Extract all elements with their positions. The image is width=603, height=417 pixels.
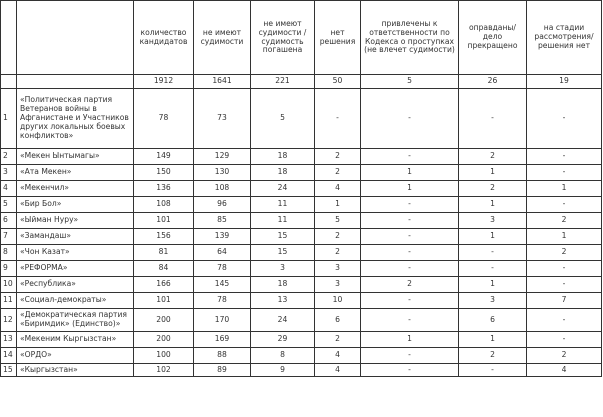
table-row [1,181,602,197]
acquitted-count: 2 [459,348,527,364]
table-row [1,165,602,181]
header-candidates-count: количество кандидатов [134,1,194,75]
no-decision-count: 2 [315,149,361,165]
no-record-count: 130 [194,165,251,181]
misdemeanor-count: - [361,89,459,149]
candidates-count: 108 [134,197,194,213]
party-name: «РЕФОРМА» [17,261,134,277]
acquitted-count: 1 [459,332,527,348]
total-candidates: 1912 [134,75,194,89]
header-record-cleared: не имеют судимости / судимость погашена [251,1,315,75]
no-record-count: 85 [194,213,251,229]
party-name: «Политическая партия Ветеранов войны в Афганистане и Участников других локальных боевых конфликтов» [17,89,134,149]
record-cleared-count: 9 [251,364,315,377]
no-record-count: 170 [194,309,251,332]
misdemeanor-count: 1 [361,332,459,348]
record-cleared-count: 8 [251,348,315,364]
no-record-count: 64 [194,245,251,261]
candidates-count: 149 [134,149,194,165]
no-decision-count: 2 [315,229,361,245]
no-decision-count: 2 [315,165,361,181]
row-number: 15 [1,364,17,377]
candidates-count: 100 [134,348,194,364]
row-number: 10 [1,277,17,293]
record-cleared-count: 15 [251,245,315,261]
acquitted-count: 1 [459,229,527,245]
party-name: «Демократическая партия «Биримдик» (Единство)» [17,309,134,332]
no-record-count: 169 [194,332,251,348]
totals-number [1,75,17,89]
no-decision-count: 4 [315,181,361,197]
table-row [1,213,602,229]
party-name: «Бир Бол» [17,197,134,213]
no-decision-count: - [315,89,361,149]
table-row [1,348,602,364]
candidates-count: 156 [134,229,194,245]
misdemeanor-count: 2 [361,277,459,293]
party-name: «Социал-демократы» [17,293,134,309]
misdemeanor-count: - [361,197,459,213]
row-number: 4 [1,181,17,197]
record-cleared-count: 15 [251,229,315,245]
misdemeanor-count: - [361,348,459,364]
misdemeanor-count: - [361,364,459,377]
party-name: «ОРДО» [17,348,134,364]
no-record-count: 139 [194,229,251,245]
table-row [1,261,602,277]
candidates-count: 200 [134,332,194,348]
table-row [1,149,602,165]
table-row [1,309,602,332]
no-record-count: 78 [194,293,251,309]
acquitted-count: 1 [459,165,527,181]
no-record-count: 78 [194,261,251,277]
party-name: «Замандаш» [17,229,134,245]
under-review-count: - [527,277,602,293]
total-no-decision: 50 [315,75,361,89]
under-review-count: 1 [527,181,602,197]
table-row [1,277,602,293]
total-misdemeanor: 5 [361,75,459,89]
header-row [1,1,602,75]
header-under-review: на стадии рассмотрения/ решения нет [527,1,602,75]
misdemeanor-count: - [361,293,459,309]
under-review-count: - [527,89,602,149]
candidates-count: 81 [134,245,194,261]
candidates-count: 78 [134,89,194,149]
misdemeanor-count: 1 [361,181,459,197]
record-cleared-count: 11 [251,213,315,229]
under-review-count: - [527,309,602,332]
row-number: 7 [1,229,17,245]
under-review-count: - [527,197,602,213]
misdemeanor-count: - [361,309,459,332]
under-review-count: - [527,149,602,165]
candidates-count: 84 [134,261,194,277]
party-name: «Республика» [17,277,134,293]
under-review-count: 4 [527,364,602,377]
record-cleared-count: 13 [251,293,315,309]
no-decision-count: 3 [315,261,361,277]
candidates-count: 136 [134,181,194,197]
total-acquitted: 26 [459,75,527,89]
record-cleared-count: 3 [251,261,315,277]
no-decision-count: 5 [315,213,361,229]
party-name: «Кыргызстан» [17,364,134,377]
acquitted-count: 3 [459,293,527,309]
record-cleared-count: 18 [251,277,315,293]
no-decision-count: 2 [315,245,361,261]
record-cleared-count: 29 [251,332,315,348]
table-row [1,197,602,213]
no-record-count: 89 [194,364,251,377]
acquitted-count: 2 [459,181,527,197]
party-name: «Чон Казат» [17,245,134,261]
under-review-count: 7 [527,293,602,309]
total-under-review: 19 [527,75,602,89]
record-cleared-count: 11 [251,197,315,213]
no-decision-count: 1 [315,197,361,213]
misdemeanor-count: - [361,245,459,261]
row-number: 13 [1,332,17,348]
no-record-count: 129 [194,149,251,165]
misdemeanor-count: - [361,229,459,245]
no-record-count: 73 [194,89,251,149]
acquitted-count: 3 [459,213,527,229]
row-number: 14 [1,348,17,364]
party-name: «Мекеним Кыргызстан» [17,332,134,348]
total-no-record: 1641 [194,75,251,89]
table-row [1,364,602,377]
acquitted-count: 1 [459,277,527,293]
row-number: 12 [1,309,17,332]
candidates-count: 101 [134,213,194,229]
acquitted-count: 2 [459,149,527,165]
under-review-count: 1 [527,229,602,245]
totals-row [1,75,602,89]
no-decision-count: 6 [315,309,361,332]
header-no-record: не имеют судимости [194,1,251,75]
header-acquitted: оправданы/ дело прекращено [459,1,527,75]
under-review-count: - [527,165,602,181]
misdemeanor-count: - [361,213,459,229]
row-number: 9 [1,261,17,277]
misdemeanor-count: 1 [361,165,459,181]
under-review-count: - [527,332,602,348]
candidates-count: 150 [134,165,194,181]
misdemeanor-count: - [361,261,459,277]
totals-label [17,75,134,89]
under-review-count: - [527,261,602,277]
acquitted-count: - [459,364,527,377]
candidates-count: 101 [134,293,194,309]
table-row [1,293,602,309]
party-name: «Мекенчил» [17,181,134,197]
no-decision-count: 2 [315,332,361,348]
misdemeanor-count: - [361,149,459,165]
acquitted-count: - [459,89,527,149]
candidates-count: 166 [134,277,194,293]
under-review-count: 2 [527,348,602,364]
no-record-count: 96 [194,197,251,213]
record-cleared-count: 5 [251,89,315,149]
row-number: 5 [1,197,17,213]
record-cleared-count: 24 [251,181,315,197]
party-name: «Ата Мекен» [17,165,134,181]
table-row [1,332,602,348]
row-number: 2 [1,149,17,165]
row-number: 6 [1,213,17,229]
total-record-cleared: 221 [251,75,315,89]
row-number: 8 [1,245,17,261]
no-decision-count: 10 [315,293,361,309]
row-number: 11 [1,293,17,309]
table-row [1,89,602,149]
acquitted-count: - [459,245,527,261]
party-name: «Мекен Ынтымагы» [17,149,134,165]
record-cleared-count: 24 [251,309,315,332]
under-review-count: 2 [527,245,602,261]
row-number: 3 [1,165,17,181]
acquitted-count: 6 [459,309,527,332]
no-decision-count: 4 [315,348,361,364]
no-record-count: 88 [194,348,251,364]
no-record-count: 145 [194,277,251,293]
table-row [1,229,602,245]
header-number [1,1,17,75]
acquitted-count: - [459,261,527,277]
record-cleared-count: 18 [251,149,315,165]
under-review-count: 2 [527,213,602,229]
no-decision-count: 3 [315,277,361,293]
acquitted-count: 1 [459,197,527,213]
record-cleared-count: 18 [251,165,315,181]
header-no-decision: нет решения [315,1,361,75]
party-name: «Ыйман Нуру» [17,213,134,229]
row-number: 1 [1,89,17,149]
table-row [1,245,602,261]
header-party [17,1,134,75]
no-record-count: 108 [194,181,251,197]
no-decision-count: 4 [315,364,361,377]
candidates-count: 200 [134,309,194,332]
candidates-count: 102 [134,364,194,377]
header-misdemeanor: привлечены к ответственности по Кодекса о проступках (не влечет судимости) [361,1,459,75]
